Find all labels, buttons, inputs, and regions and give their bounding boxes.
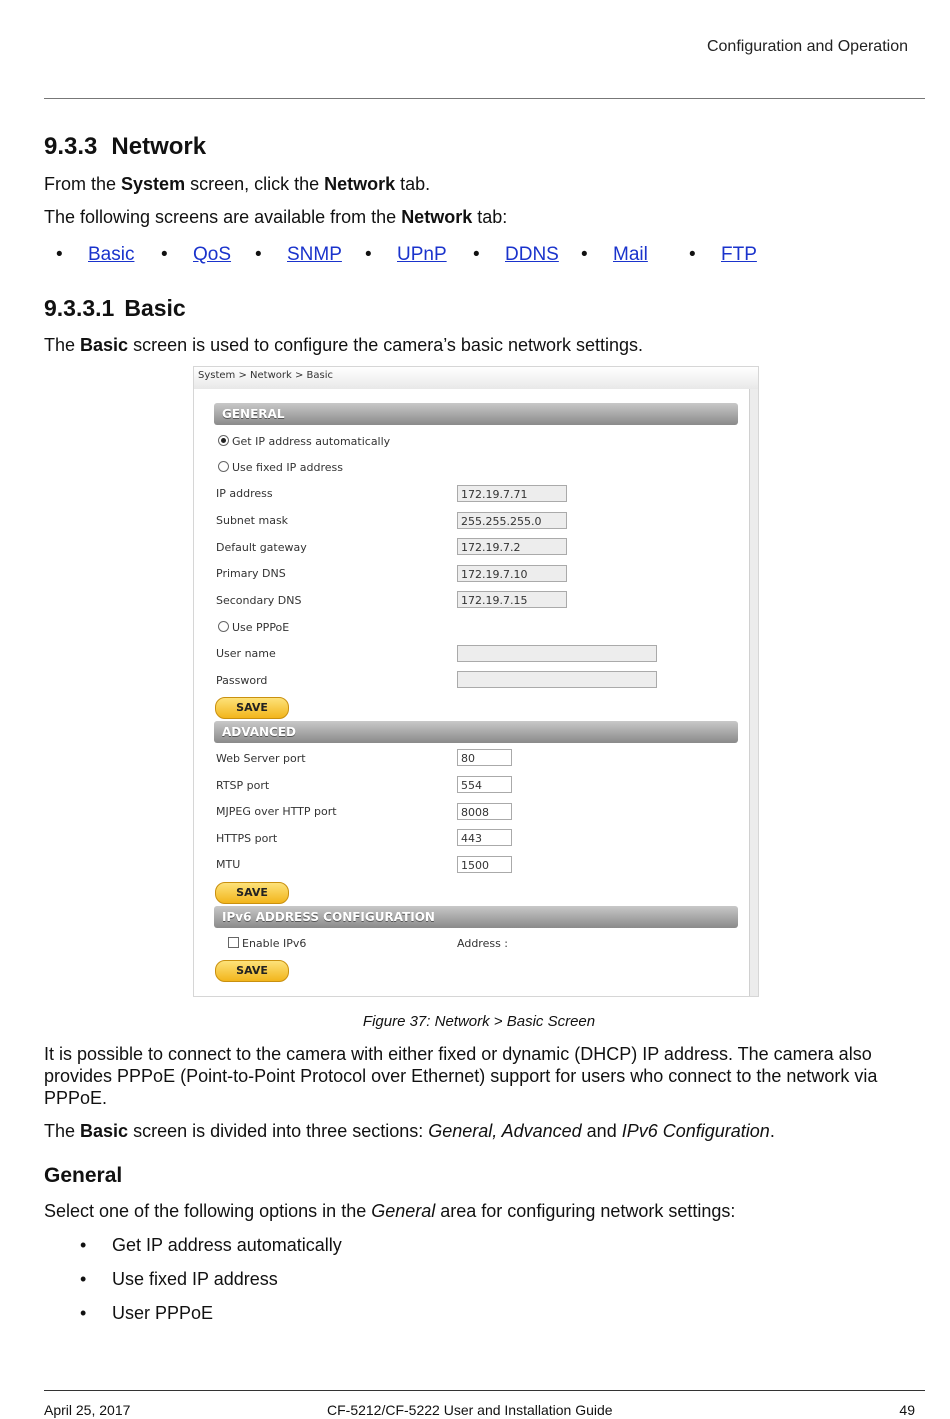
bullet-icon: • bbox=[473, 244, 480, 265]
footer-divider bbox=[44, 1390, 925, 1391]
secondary-dns-field[interactable]: 172.19.7.15 bbox=[457, 591, 567, 608]
radio-label: Get IP address automatically bbox=[232, 435, 391, 448]
tab-link-item bbox=[689, 244, 757, 266]
bullet-icon: • bbox=[161, 244, 168, 265]
checkbox-label: Enable IPv6 bbox=[242, 937, 307, 950]
default-gateway-field[interactable]: 172.19.7.2 bbox=[457, 538, 567, 555]
list-item bbox=[80, 1303, 214, 1324]
subnet-mask-field[interactable]: 255.255.255.0 bbox=[457, 512, 567, 529]
subsection-title: Basic bbox=[124, 295, 186, 321]
breadcrumb-text: System > Network > Basic bbox=[198, 370, 333, 381]
tab-link-item bbox=[255, 244, 342, 266]
text-bold: Basic bbox=[80, 335, 129, 355]
user-name-label: User name bbox=[216, 647, 276, 660]
primary-dns-field[interactable]: 172.19.7.10 bbox=[457, 565, 567, 582]
radio-selected-icon bbox=[218, 435, 229, 446]
text: screen is used to configure the camera’s basic network settings. bbox=[128, 335, 644, 355]
rtsp-port-field[interactable]: 554 bbox=[457, 776, 512, 793]
text-bold: Network bbox=[401, 207, 473, 227]
scrollbar[interactable] bbox=[749, 389, 758, 996]
tab-link-item bbox=[473, 244, 559, 266]
link-basic[interactable]: Basic bbox=[88, 244, 135, 265]
text: tab. bbox=[395, 174, 431, 194]
bullet-icon: • bbox=[80, 1303, 87, 1323]
footer-date: April 25, 2017 bbox=[44, 1402, 131, 1418]
section-header-text: IPv6 ADDRESS CONFIGURATION bbox=[222, 910, 435, 924]
mjpeg-port-label: MJPEG over HTTP port bbox=[216, 805, 337, 818]
bullet-icon: • bbox=[581, 244, 588, 265]
general-intro bbox=[44, 1200, 735, 1222]
body-paragraph-1: It is possible to connect to the camera with either fixed or dynamic (DHCP) IP address. The camera also provides PPPoE (Point-to-Point Protocol over Ethernet) support for users who connect to the network via PPPoE. bbox=[44, 1044, 878, 1108]
https-port-field[interactable]: 443 bbox=[457, 829, 512, 846]
text: tab: bbox=[472, 207, 508, 227]
link-snmp[interactable]: SNMP bbox=[287, 244, 342, 265]
user-name-field[interactable] bbox=[457, 645, 657, 662]
radio-icon bbox=[218, 621, 229, 632]
subnet-mask-label: Subnet mask bbox=[216, 514, 289, 527]
list-item bbox=[80, 1269, 278, 1290]
link-ftp[interactable]: FTP bbox=[721, 244, 757, 265]
text: From the bbox=[44, 174, 122, 194]
radio-label: Use PPPoE bbox=[232, 621, 290, 634]
text: . bbox=[769, 1121, 775, 1141]
subsection-intro bbox=[44, 334, 643, 356]
text: Select one of the following options in the bbox=[44, 1201, 372, 1221]
figure-caption: Figure 37: Network > Basic Screen bbox=[362, 1013, 596, 1030]
mtu-label: MTU bbox=[216, 858, 241, 871]
tab-link-item bbox=[56, 244, 135, 266]
text: The bbox=[44, 1121, 81, 1141]
general-heading: General bbox=[44, 1164, 123, 1187]
footer-page-number: 49 bbox=[899, 1402, 915, 1418]
text-bold: Basic bbox=[80, 1121, 129, 1141]
section-intro bbox=[44, 173, 430, 195]
radio-label: Use fixed IP address bbox=[232, 461, 343, 474]
link-upnp[interactable]: UPnP bbox=[397, 244, 447, 265]
bullet-icon: • bbox=[689, 244, 696, 265]
header-divider bbox=[44, 98, 925, 99]
secondary-dns-label: Secondary DNS bbox=[216, 594, 302, 607]
tab-link-list bbox=[44, 244, 924, 270]
ip-address-label: IP address bbox=[216, 487, 273, 500]
ipv6-section-header bbox=[214, 906, 738, 928]
password-field[interactable] bbox=[457, 671, 657, 688]
section-title: Network bbox=[111, 133, 207, 160]
bullet-icon: • bbox=[56, 244, 63, 265]
breadcrumb bbox=[194, 367, 758, 389]
text-bold: System bbox=[121, 174, 186, 194]
radio-icon bbox=[218, 461, 229, 472]
list-item-text: User PPPoE bbox=[112, 1303, 214, 1323]
text: screen, click the bbox=[185, 174, 325, 194]
text: The following screens are available from the bbox=[44, 207, 402, 227]
text: The bbox=[44, 335, 81, 355]
text-italic: IPv6 Configuration bbox=[621, 1121, 770, 1141]
advanced-save-button[interactable]: SAVE bbox=[215, 882, 289, 904]
text-bold: Network bbox=[324, 174, 396, 194]
text-italic: General bbox=[371, 1201, 436, 1221]
body-paragraph-2 bbox=[44, 1120, 775, 1142]
tabs-intro bbox=[44, 206, 507, 228]
text: screen is divided into three sections: bbox=[128, 1121, 429, 1141]
tab-link-item bbox=[365, 244, 447, 266]
bullet-icon: • bbox=[80, 1269, 87, 1289]
bullet-icon: • bbox=[365, 244, 372, 265]
subsection-number: 9.3.3.1 bbox=[44, 295, 115, 321]
list-item-text: Get IP address automatically bbox=[112, 1235, 342, 1255]
primary-dns-label: Primary DNS bbox=[216, 567, 286, 580]
general-save-button[interactable]: SAVE bbox=[215, 697, 289, 719]
web-server-port-label: Web Server port bbox=[216, 752, 306, 765]
web-server-port-field[interactable]: 80 bbox=[457, 749, 512, 766]
bullet-icon: • bbox=[80, 1235, 87, 1255]
mjpeg-port-field[interactable]: 8008 bbox=[457, 803, 512, 820]
text: and bbox=[581, 1121, 622, 1141]
tab-link-item bbox=[581, 244, 648, 266]
link-mail[interactable]: Mail bbox=[613, 244, 648, 265]
https-port-label: HTTPS port bbox=[216, 832, 278, 845]
text-italic: General, Advanced bbox=[428, 1121, 582, 1141]
section-number: 9.3.3 bbox=[44, 133, 98, 160]
radio-use-pppoe[interactable] bbox=[218, 621, 289, 634]
header-title: Configuration and Operation bbox=[706, 38, 908, 55]
ipv6-save-button[interactable]: SAVE bbox=[215, 960, 289, 982]
basic-screen-screenshot bbox=[193, 366, 759, 997]
section-heading bbox=[44, 133, 206, 161]
radio-get-ip-auto[interactable] bbox=[218, 435, 390, 448]
radio-use-fixed-ip[interactable] bbox=[218, 461, 343, 474]
ip-address-field[interactable]: 172.19.7.71 bbox=[457, 485, 567, 502]
section-header-text: GENERAL bbox=[222, 407, 285, 421]
list-item bbox=[80, 1235, 342, 1256]
link-ddns[interactable]: DDNS bbox=[505, 244, 559, 265]
link-qos[interactable]: QoS bbox=[193, 244, 232, 265]
general-section-header bbox=[214, 403, 738, 425]
checkbox-icon bbox=[228, 937, 239, 948]
subsection-heading bbox=[44, 295, 186, 322]
enable-ipv6-checkbox[interactable] bbox=[228, 937, 306, 950]
default-gateway-label: Default gateway bbox=[216, 541, 307, 554]
list-item-text: Use fixed IP address bbox=[112, 1269, 278, 1289]
section-header-text: ADVANCED bbox=[222, 725, 297, 739]
password-label: Password bbox=[216, 674, 268, 687]
bullet-icon: • bbox=[255, 244, 262, 265]
rtsp-port-label: RTSP port bbox=[216, 779, 270, 792]
advanced-section-header bbox=[214, 721, 738, 743]
text: area for configuring network settings: bbox=[435, 1201, 736, 1221]
footer-guide-title: CF-5212/CF-5222 User and Installation Guide bbox=[327, 1402, 613, 1418]
ipv6-address-label: Address : bbox=[457, 937, 509, 950]
tab-link-item bbox=[161, 244, 232, 266]
mtu-field[interactable]: 1500 bbox=[457, 856, 512, 873]
